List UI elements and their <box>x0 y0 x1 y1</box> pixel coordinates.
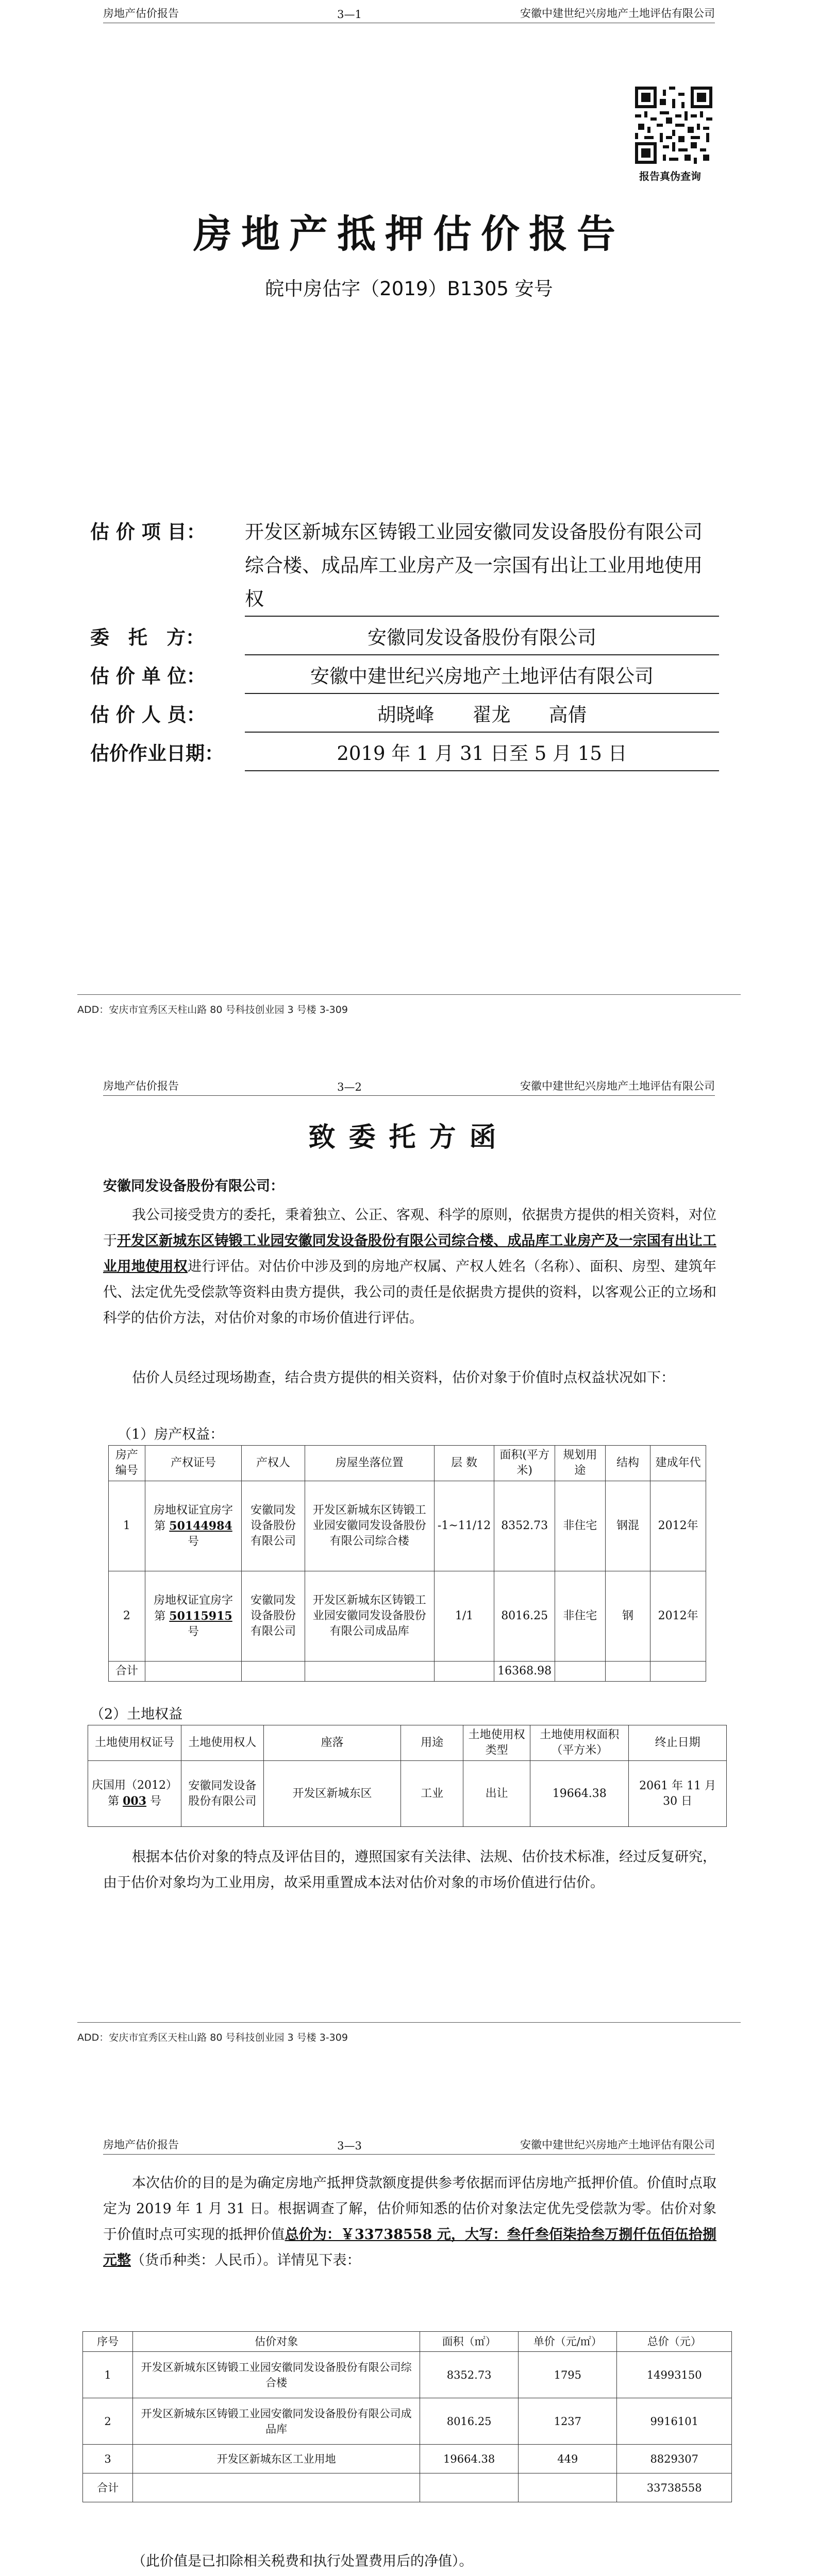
cell: 非住宅 <box>555 1571 606 1662</box>
cell: 房地权证宜房字第 50144984 号 <box>145 1481 242 1571</box>
cell: 开发区新城东区铸锻工业园安徽同发设备股份有限公司成品库 <box>133 2398 420 2445</box>
letter-paragraph-4 <box>103 2171 716 2274</box>
col-header: 层 数 <box>434 1446 494 1481</box>
footer-address: ADD：安庆市宜秀区天柱山路 80 号科技创业园 3 号楼 3-309 <box>77 2032 348 2043</box>
field-label: 委 托 方： <box>90 626 205 649</box>
cell: 2 <box>109 1571 145 1662</box>
col-header: 面积（㎡） <box>420 2332 519 2352</box>
page-cover <box>0 0 818 1030</box>
field-label: 估 价 单 位： <box>90 665 206 687</box>
page-number: 3—2 <box>337 1081 362 1093</box>
field-label: 估 价 人 员： <box>90 704 206 726</box>
cell: 合计 <box>83 2473 133 2502</box>
field-value: 2019 年 1 月 31 日至 5 月 15 日 <box>245 737 719 771</box>
p1-text-a: 我公司接受贵方的委托，秉着独立、公正、客观、科学的原则，依据贵方提供的相关资料，对位于 <box>103 1207 716 1249</box>
field-client <box>90 621 719 655</box>
cell: 开发区新城东区铸锻工业园安徽同发设备股份有限公司综合楼 <box>133 2352 420 2398</box>
cell: 房地权证宜房字第 50115915 号 <box>145 1571 242 1662</box>
cell: 合计 <box>109 1662 145 1682</box>
page-letter <box>0 1056 818 2061</box>
cell: 14993150 <box>617 2352 732 2398</box>
cell: 8016.25 <box>420 2398 519 2445</box>
cover-info <box>90 515 719 771</box>
col-header: 建成年代 <box>650 1446 706 1481</box>
cell: -1~11/12 <box>434 1481 494 1571</box>
report-title: 房地产抵押估价报告 <box>193 211 625 257</box>
field-label: 估价作业日期： <box>90 742 224 765</box>
table-total-row <box>109 1662 706 1682</box>
col-header: 房产编号 <box>109 1446 145 1481</box>
table-row <box>88 1761 727 1827</box>
cell: 开发区新城东区工业用地 <box>133 2445 420 2473</box>
cell: 8016.25 <box>494 1571 555 1662</box>
cell: 安徽同发设备股份有限公司 <box>242 1481 305 1571</box>
report-number: 皖中房估字（2019）B1305 安号 <box>265 278 553 300</box>
running-header <box>103 2136 715 2155</box>
running-header <box>103 1077 715 1096</box>
letter-addressee: 安徽同发设备股份有限公司： <box>103 1178 284 1194</box>
cell: 19664.38 <box>420 2445 519 2473</box>
header-right: 安徽中建世纪兴房地产土地评估有限公司 <box>520 7 715 20</box>
cell: 1 <box>109 1481 145 1571</box>
running-header <box>103 4 715 23</box>
field-value: 安徽同发设备股份有限公司 <box>245 621 719 655</box>
footer-address: ADD：安庆市宜秀区天柱山路 80 号科技创业园 3 号楼 3-309 <box>77 1004 348 1015</box>
cell: 安徽同发设备股份有限公司 <box>181 1761 264 1827</box>
field-work-dates <box>90 737 719 771</box>
col-header: 单价（元/㎡） <box>519 2332 617 2352</box>
col-header: 面积(平方米) <box>494 1446 555 1481</box>
cell: 2 <box>83 2398 133 2445</box>
footer <box>77 994 741 1016</box>
header-right: 安徽中建世纪兴房地产土地评估有限公司 <box>520 2139 715 2151</box>
field-value: 安徽中建世纪兴房地产土地评估有限公司 <box>245 659 719 694</box>
p4-total-value: 总价为：￥33738558 元，大写：叁仟叁佰柒拾叁万捌仟伍佰伍拾捌元整 <box>103 2227 717 2268</box>
valuation-result-table <box>82 2331 732 2502</box>
field-appraiser-firm <box>90 659 719 694</box>
cell: 3 <box>83 2445 133 2473</box>
letter-paragraph-5: （此价值是已扣除相关税费和执行处置费用后的净值）。 <box>132 2553 473 2569</box>
cell: 9916101 <box>617 2398 732 2445</box>
land-caption: （2）土地权益 <box>90 1706 183 1722</box>
letter-title: 致委托方函 <box>308 1122 510 1153</box>
cell: 2012年 <box>650 1571 706 1662</box>
cell: 1 <box>83 2352 133 2398</box>
field-value: 开发区新城东区铸锻工业园安徽同发设备股份有限公司综合楼、成品库工业房产及一宗国有出让工业用地使用权 <box>245 515 719 617</box>
cell: 开发区新城东区铸锻工业园安徽同发设备股份有限公司综合楼 <box>305 1481 434 1571</box>
cell: 8352.73 <box>494 1481 555 1571</box>
cell: 钢 <box>605 1571 650 1662</box>
cell: 16368.98 <box>494 1662 555 1682</box>
header-left: 房地产估价报告 <box>103 7 179 20</box>
col-header: 房屋坐落位置 <box>305 1446 434 1481</box>
col-header: 产权人 <box>242 1446 305 1481</box>
table-header-row <box>83 2332 732 2352</box>
cell: 1237 <box>519 2398 617 2445</box>
col-header: 座落 <box>263 1725 401 1761</box>
qr-code[interactable] <box>635 87 712 164</box>
col-header: 结构 <box>605 1446 650 1481</box>
header-left: 房地产估价报告 <box>103 2139 179 2151</box>
cell: 庆国用（2012）第 003 号 <box>88 1761 181 1827</box>
cell: 2061 年 11 月 30 日 <box>629 1761 727 1827</box>
cell: 1795 <box>519 2352 617 2398</box>
cell: 1/1 <box>434 1571 494 1662</box>
letter-paragraph-2: 估价人员经过现场勘查，结合贵方提供的相关资料，估价对象于价值时点权益状况如下： <box>132 1370 675 1386</box>
table-row <box>83 2445 732 2473</box>
cell: 33738558 <box>617 2473 732 2502</box>
col-header: 产权证号 <box>145 1446 242 1481</box>
col-header: 终止日期 <box>629 1725 727 1761</box>
page-number: 3—1 <box>337 8 362 21</box>
col-header: 土地使用权人 <box>181 1725 264 1761</box>
col-header: 土地使用权类型 <box>463 1725 530 1761</box>
table-row <box>83 2398 732 2445</box>
cell: 8352.73 <box>420 2352 519 2398</box>
col-header: 土地使用权证号 <box>88 1725 181 1761</box>
col-header: 规划用途 <box>555 1446 606 1481</box>
cell: 工业 <box>401 1761 463 1827</box>
cell: 19664.38 <box>530 1761 629 1827</box>
cell: 开发区新城东区铸锻工业园安徽同发设备股份有限公司成品库 <box>305 1571 434 1662</box>
page-letter-continued <box>0 2084 818 2576</box>
col-header: 用途 <box>401 1725 463 1761</box>
footer <box>77 2022 741 2044</box>
house-caption: （1）房产权益： <box>118 1427 224 1443</box>
field-label: 估 价 项 目： <box>90 521 206 543</box>
col-header: 序号 <box>83 2332 133 2352</box>
p4-text-c: （货币种类：人民币）。详情见下表： <box>131 2252 361 2268</box>
header-right: 安徽中建世纪兴房地产土地评估有限公司 <box>520 1080 715 1092</box>
cell: 钢混 <box>605 1481 650 1571</box>
p4-text-a: 本次估价的目的是为确定房地产抵押贷款额度提供参考依据而评估房地产抵押价值。价值时点取定为 2019 年 1 月 31 日。根据调查了解，估价师知悉的估价对象法定优先受偿款为零。估价对象于价值时点可实现的抵押价值 <box>103 2175 716 2243</box>
cell: 出让 <box>463 1761 530 1827</box>
cell: 非住宅 <box>555 1481 606 1571</box>
table-total-row <box>83 2473 732 2502</box>
header-left: 房地产估价报告 <box>103 1080 179 1092</box>
field-value: 胡晓峰 翟龙 高倩 <box>245 698 719 733</box>
page-number: 3—3 <box>337 2140 362 2152</box>
cell: 8829307 <box>617 2445 732 2473</box>
cell: 安徽同发设备股份有限公司 <box>242 1571 305 1662</box>
col-header: 估价对象 <box>133 2332 420 2352</box>
letter-paragraph-3: 根据本估价对象的特点及评估目的，遵照国家有关法律、法规、估价技术标准，经过反复研究，由于估价对象均为工业用房，故采用重置成本法对估价对象的市场价值进行估价。 <box>103 1849 716 1891</box>
letter-paragraph-1 <box>103 1202 716 1331</box>
qr-label: 报告真伪查询 <box>639 170 701 182</box>
col-header: 土地使用权面积（平方米） <box>530 1725 629 1761</box>
col-header: 总价（元） <box>617 2332 732 2352</box>
cell: 2012年 <box>650 1481 706 1571</box>
table-header-row <box>109 1446 706 1481</box>
p1-text-c: 进行评估。对估价中涉及到的房地产权属、产权人姓名（名称）、面积、房型、建筑年代、法定优先受偿款等资料由贵方提供，我公司的责任是依据贵方提供的资料，以客观公正的立场和科学的估价方法，对估价对象的市场价值进行评估。 <box>103 1259 717 1326</box>
p1-project-name: 开发区新城东区铸锻工业园安徽同发设备股份有限公司综合楼、成品库工业房产及一宗国有出让工业用地使用权 <box>103 1233 716 1275</box>
table-row <box>109 1481 706 1571</box>
cell: 449 <box>519 2445 617 2473</box>
field-appraisers <box>90 698 719 733</box>
table-row <box>109 1571 706 1662</box>
house-rights-table <box>108 1445 706 1682</box>
cell: 开发区新城东区 <box>263 1761 401 1827</box>
land-rights-table <box>88 1725 727 1827</box>
table-header-row <box>88 1725 727 1761</box>
table-row <box>83 2352 732 2398</box>
field-project <box>90 515 719 617</box>
